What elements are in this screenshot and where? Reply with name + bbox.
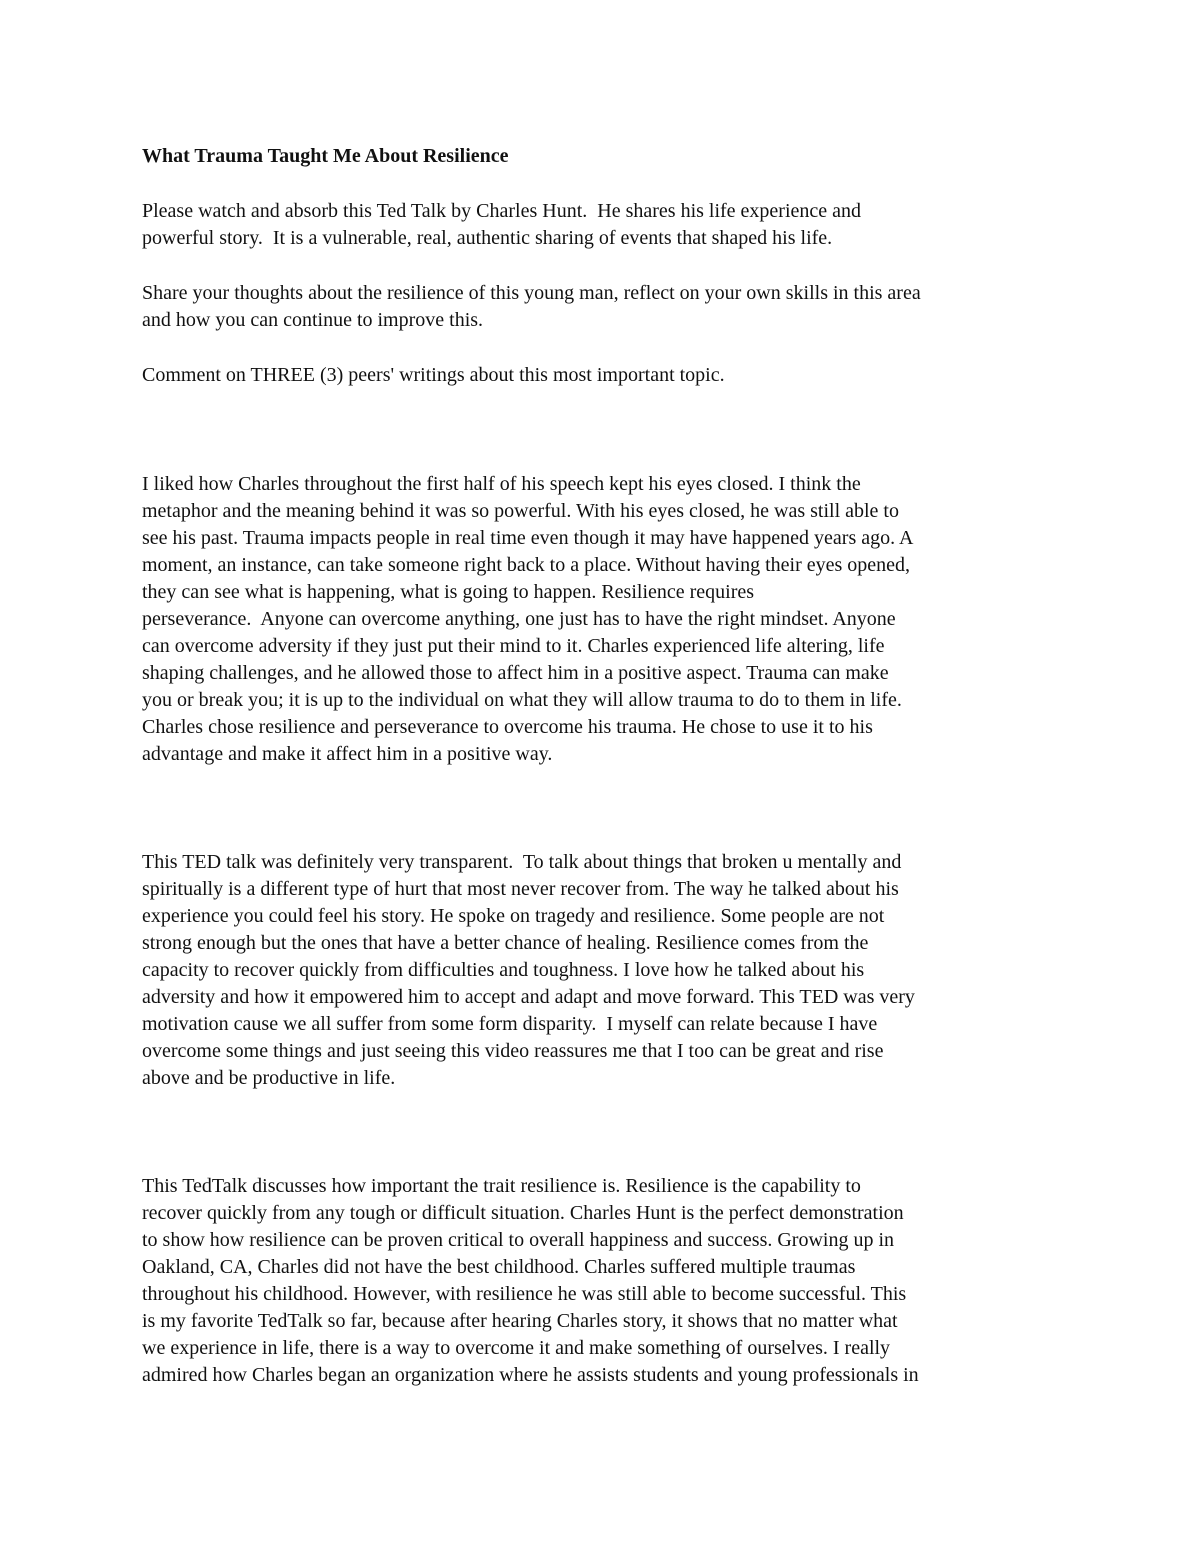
prompt-line: Share your thoughts about the resilience of this young man, reflect on your own skills in this area	[142, 282, 921, 304]
response-line: capacity to recover quickly from difficulties and toughness. I love how he talked about his	[142, 959, 865, 981]
response-line: overcome some things and just seeing this video reassures me that I too can be great and rise	[142, 1040, 884, 1062]
response-line: strong enough but the ones that have a better chance of healing. Resilience comes from the	[142, 932, 869, 954]
response-line: metaphor and the meaning behind it was so powerful. With his eyes closed, he was still able to	[142, 500, 899, 522]
response-line: spiritually is a different type of hurt that most never recover from. The way he talked about his	[142, 878, 899, 900]
response-line: I liked how Charles throughout the first half of his speech kept his eyes closed. I think the	[142, 473, 861, 495]
prompt-line: Please watch and absorb this Ted Talk by Charles Hunt. He shares his life experience and	[142, 200, 862, 222]
response-line: they can see what is happening, what is going to happen. Resilience requires	[142, 581, 755, 603]
response-line: advantage and make it affect him in a positive way.	[142, 743, 553, 765]
document-title: What Trauma Taught Me About Resilience	[142, 145, 509, 167]
response-line: recover quickly from any tough or difficult situation. Charles Hunt is the perfect demonstration	[142, 1202, 904, 1224]
response-line: motivation cause we all suffer from some form disparity. I myself can relate because I have	[142, 1013, 878, 1035]
response-line: admired how Charles began an organization where he assists students and young professionals in	[142, 1364, 919, 1386]
response-line: Oakland, CA, Charles did not have the best childhood. Charles suffered multiple traumas	[142, 1256, 856, 1278]
response-line: see his past. Trauma impacts people in real time even though it may have happened years ago. A	[142, 527, 914, 549]
response-line: experience you could feel his story. He spoke on tragedy and resilience. Some people are not	[142, 905, 885, 927]
response-line: This TedTalk discusses how important the trait resilience is. Resilience is the capability to	[142, 1175, 861, 1197]
response-line: This TED talk was definitely very transparent. To talk about things that broken u mentally and	[142, 851, 902, 873]
response-line: we experience in life, there is a way to overcome it and make something of ourselves. I really	[142, 1337, 891, 1359]
prompt-line: Comment on THREE (3) peers' writings about this most important topic.	[142, 364, 725, 386]
response-line: you or break you; it is up to the individual on what they will allow trauma to do to them in life.	[142, 689, 902, 711]
response-line: perseverance. Anyone can overcome anything, one just has to have the right mindset. Anyone	[142, 608, 896, 630]
response-line: above and be productive in life.	[142, 1067, 396, 1089]
response-line: to show how resilience can be proven critical to overall happiness and success. Growing up in	[142, 1229, 895, 1251]
response-line: throughout his childhood. However, with resilience he was still able to become successful. This	[142, 1283, 907, 1305]
prompt-line: powerful story. It is a vulnerable, real, authentic sharing of events that shaped his life.	[142, 227, 833, 249]
response-line: moment, an instance, can take someone right back to a place. Without having their eyes opened,	[142, 554, 911, 576]
prompt-line: and how you can continue to improve this.	[142, 309, 484, 331]
response-line: shaping challenges, and he allowed those to affect him in a positive aspect. Trauma can make	[142, 662, 889, 684]
response-line: is my favorite TedTalk so far, because after hearing Charles story, it shows that no matter what	[142, 1310, 898, 1332]
response-line: can overcome adversity if they just put their mind to it. Charles experienced life altering, life	[142, 635, 885, 657]
response-line: adversity and how it empowered him to accept and adapt and move forward. This TED was very	[142, 986, 915, 1008]
response-line: Charles chose resilience and perseverance to overcome his trauma. He chose to use it to his	[142, 716, 873, 738]
